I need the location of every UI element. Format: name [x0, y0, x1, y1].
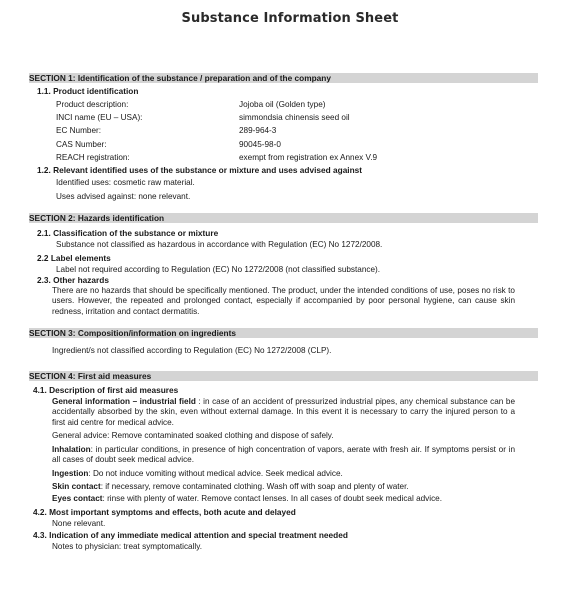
- field-label: EC Number:: [56, 126, 102, 135]
- skin-contact-line: [52, 482, 409, 492]
- identified-uses: Identified uses: cosmetic raw material.: [56, 178, 195, 187]
- section-2-2-title: 2.2 Label elements: [37, 253, 111, 263]
- general-information-text: : in case of an accident of pressurized industrial pipes, any chemical substance can be accidentally absorbed by the skin, even without external damage. In this event it is necessary to carry the injured person to a first aid centre for medical advice.: [52, 397, 515, 427]
- field-value: exempt from registration ex Annex V.9: [239, 153, 378, 162]
- section-4-2-title: 4.2. Most important symptoms and effects, both acute and delayed: [33, 507, 296, 517]
- section-1-1-title: 1.1. Product identification: [37, 86, 139, 96]
- uses-advised-against: Uses advised against: none relevant.: [56, 192, 191, 201]
- general-information-industrial-paragraph: [52, 397, 515, 428]
- section-2-3-title: 2.3. Other hazards: [37, 275, 109, 285]
- field-label: INCI name (EU – USA):: [56, 113, 143, 122]
- field-label: Product description:: [56, 100, 129, 109]
- inhalation-text: : in particular conditions, in presence of high concentration of vapors, aerate with fresh air. If symptoms persist or in all cases of doubt seek medical advice.: [52, 445, 515, 465]
- section-1-header: SECTION 1: Identification of the substance / preparation and of the company: [29, 73, 538, 83]
- field-value: 289-964-3: [239, 126, 277, 135]
- section-2-1-text: Substance not classified as hazardous in accordance with Regulation (EC) No 1272/2008.: [56, 240, 383, 249]
- section-4-1-title: 4.1. Description of first aid measures: [33, 385, 179, 395]
- section-4-3-text: Notes to physician: treat symptomatically.: [52, 542, 203, 551]
- field-label: CAS Number:: [56, 140, 107, 149]
- section-3-text: Ingredient/s not classified according to Regulation (EC) No 1272/2008 (CLP).: [52, 346, 332, 355]
- section-2-2-text: Label not required according to Regulation (EC) No 1272/2008 (not classified substance).: [56, 265, 381, 274]
- ingestion-text: : Do not induce vomiting without medical advice. Seek medical advice.: [88, 469, 343, 478]
- inhalation-label: Inhalation: [52, 445, 91, 454]
- general-information-label: General information – industrial field: [52, 397, 196, 406]
- eyes-contact-label: Eyes contact: [52, 494, 103, 503]
- general-advice: General advice: Remove contaminated soaked clothing and dispose of safely.: [52, 431, 334, 440]
- ingestion-label: Ingestion: [52, 469, 89, 478]
- document-title: Substance Information Sheet: [181, 11, 399, 26]
- section-2-3-text: There are no hazards that should be specifically mentioned. The product, under the intended conditions of use, poses no risk to users. However, the repeated and prolonged contact, especially if accompanied by poor personal hygiene, can cause skin redness, irritation and contact dermatitis.: [52, 286, 515, 316]
- section-2-1-title: 2.1. Classification of the substance or mixture: [37, 228, 219, 238]
- field-value: simmondsia chinensis seed oil: [239, 113, 350, 122]
- inhalation-paragraph: [52, 445, 515, 466]
- eyes-contact-line: [52, 494, 442, 504]
- field-label: REACH registration:: [56, 153, 130, 162]
- section-4-2-text: None relevant.: [52, 519, 106, 528]
- ingestion-line: [52, 469, 343, 479]
- section-4-3-title: 4.3. Indication of any immediate medical attention and special treatment needed: [33, 530, 348, 540]
- section-2-header: SECTION 2: Hazards identification: [29, 213, 538, 223]
- field-value: 90045-98-0: [239, 140, 281, 149]
- section-3-header: SECTION 3: Composition/information on ingredients: [29, 328, 538, 338]
- skin-contact-label: Skin contact: [52, 482, 101, 491]
- eyes-contact-text: : rinse with plenty of water. Remove contact lenses. In all cases of doubt seek medical advice.: [102, 494, 443, 503]
- field-value: Jojoba oil (Golden type): [239, 100, 326, 109]
- section-4-header: SECTION 4: First aid measures: [29, 371, 538, 381]
- skin-contact-text: : if necessary, remove contaminated clothing. Wash off with soap and plenty of water.: [100, 482, 409, 491]
- section-1-2-title: 1.2. Relevant identified uses of the substance or mixture and uses advised against: [37, 165, 363, 175]
